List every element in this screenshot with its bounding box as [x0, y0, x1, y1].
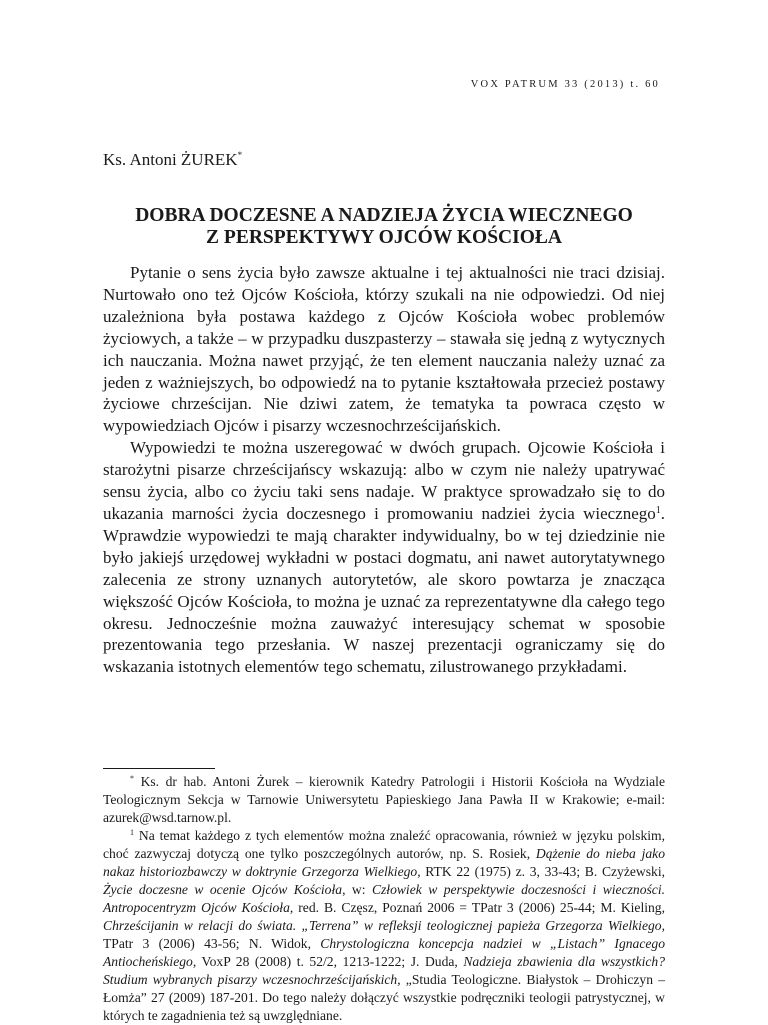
- footnote-1-text-c: , w:: [342, 882, 372, 897]
- body-paragraph-2: [103, 437, 665, 678]
- footnote-reference-1: 1: [655, 504, 661, 516]
- article-title: [103, 205, 665, 249]
- footnote-1-text-e: , TPatr 3 (2006) 43-56; N. Widok,: [103, 918, 665, 951]
- paragraph-2-text-a: Wypowiedzi te można uszeregować w dwóch grupach. Ojcowie Kościoła i starożytni pisarze chrześcijańscy wskazują: albo w czym nie należy upatrywać sensu życia, albo co życiu taki sens nadaje. W praktyce sprowadzało się to do ukazania marności życia doczesnego i promowaniu nadziei życia wiecznego: [103, 438, 665, 523]
- footnote-1-text-a: Na temat każdego z tych elementów można znaleźć opracowania, również w języku polskim, choć zazwyczaj dotyczą one tylko poszczególnych autorów, np. S. Rosiek,: [103, 828, 665, 861]
- footnote-1: [103, 827, 665, 1025]
- footnote-1-title-6: Nadzieja zbawienia dla wszystkich? Studium wybranych pisarzy wczesnochrześcijańskich: [103, 954, 665, 987]
- author-footnote-marker: *: [237, 150, 243, 160]
- article-author: [103, 150, 242, 170]
- footnote-1-title-3: Człowiek w perspektywie doczesności i wieczności. Antropocentryzm Ojców Kościoła: [103, 882, 665, 915]
- footnote-1-text-g: , „Studia Teologiczne. Białystok – Drohiczyn – Łomża” 27 (2009) 187-201. Do tego należy dołączyć wszystkie podręczniki teologii patrystycznej, w których te zagadnienia też są uwzględniane.: [103, 972, 666, 1023]
- footnote-divider: [103, 768, 215, 769]
- title-line-2: Z PERSPEKTYWY OJCÓW KOŚCIOŁA: [206, 227, 562, 248]
- footnote-1-title-5: Chrystologiczna koncepcja nadziei w „Listach” Ignacego Antiocheńskiego: [103, 936, 665, 969]
- footnote-author: [103, 773, 665, 827]
- footnote-1-marker: 1: [130, 828, 134, 837]
- footnote-1-text-f: , VoxP 28 (2008) t. 52/2, 1213-1222; J. Duda,: [192, 954, 464, 969]
- paragraph-2-text-b: . Wprawdzie wypowiedzi te mają charakter indywidualny, bo w tej dziedzinie nie było jakiejś urzędowej wykładni w postaci dogmatu, ani nawet autorytatywnego zalecenia ze strony uznanych autorytetów, ale skoro powtarza je znacząca większość Ojców Kościoła, to można je uznać za reprezentatywne dla całego tego okresu. Jednocześnie można zauważyć interesujący schemat w sposobie prezentowania tego przesłania. W naszej prezentacji ograniczamy się do wskazania istotnych elementów tego schematu, zilustrowanego przykładami.: [103, 503, 665, 677]
- running-head: VOX PATRUM 33 (2013) t. 60: [470, 79, 660, 90]
- footnote-1-text-b: , RTK 22 (1975) z. 3, 33-43; B. Czyżewski,: [417, 864, 665, 879]
- footnote-1-title-2: Życie doczesne w ocenie Ojców Kościoła: [103, 882, 343, 897]
- footnote-1-title-1: Dążenie do nieba jako nakaz historiozbawczy w doktrynie Grzegorza Wielkiego: [103, 846, 665, 879]
- body-paragraph-1: Pytanie o sens życia było zawsze aktualne i tej aktualności nie traci dzisiaj. Nurtowało ono też Ojców Kościoła, którzy szukali na nie odpowiedzi. Od niej uzależniona była postawa każdego z Ojców Kościoła wobec problemów życiowych, a także – w przypadku duszpasterzy – stawała się jedną z wytycznych ich nauczania. Można nawet przyjąć, że ten element nauczania należy uznać za jeden z ważniejszych, bo odpowiedź na to pytanie kształtowała przecież postawy życiowe chrześcijan. Nie dziwi zatem, że tematyka ta powraca często w wypowiedziach Ojców i pisarzy wczesnochrześcijańskich.: [103, 263, 665, 436]
- footnote-1-title-4: Chrześcijanin w relacji do świata. „Terrena” w refleksji teologicznej papieża Grzegorza Wielkiego: [103, 918, 662, 933]
- footnotes: [103, 773, 665, 1025]
- article-body: [103, 262, 665, 678]
- title-line-1: DOBRA DOCZESNE A NADZIEJA ŻYCIA WIECZNEGO: [135, 205, 633, 226]
- footnote-author-text: Ks. dr hab. Antoni Żurek – kierownik Katedry Patrologii i Historii Kościoła na Wydziale Teologicznym Sekcja w Tarnowie Uniwersytetu Papieskiego Jana Pawła II w Krakowie; e-mail: azurek@wsd.tarnow.pl.: [103, 774, 665, 825]
- author-name: Ks. Antoni ŻUREK: [103, 150, 238, 169]
- footnote-author-marker: *: [130, 774, 134, 783]
- footnote-1-text-d: , red. B. Częsz, Poznań 2006 = TPatr 3 (2006) 25-44; M. Kieling,: [289, 900, 665, 915]
